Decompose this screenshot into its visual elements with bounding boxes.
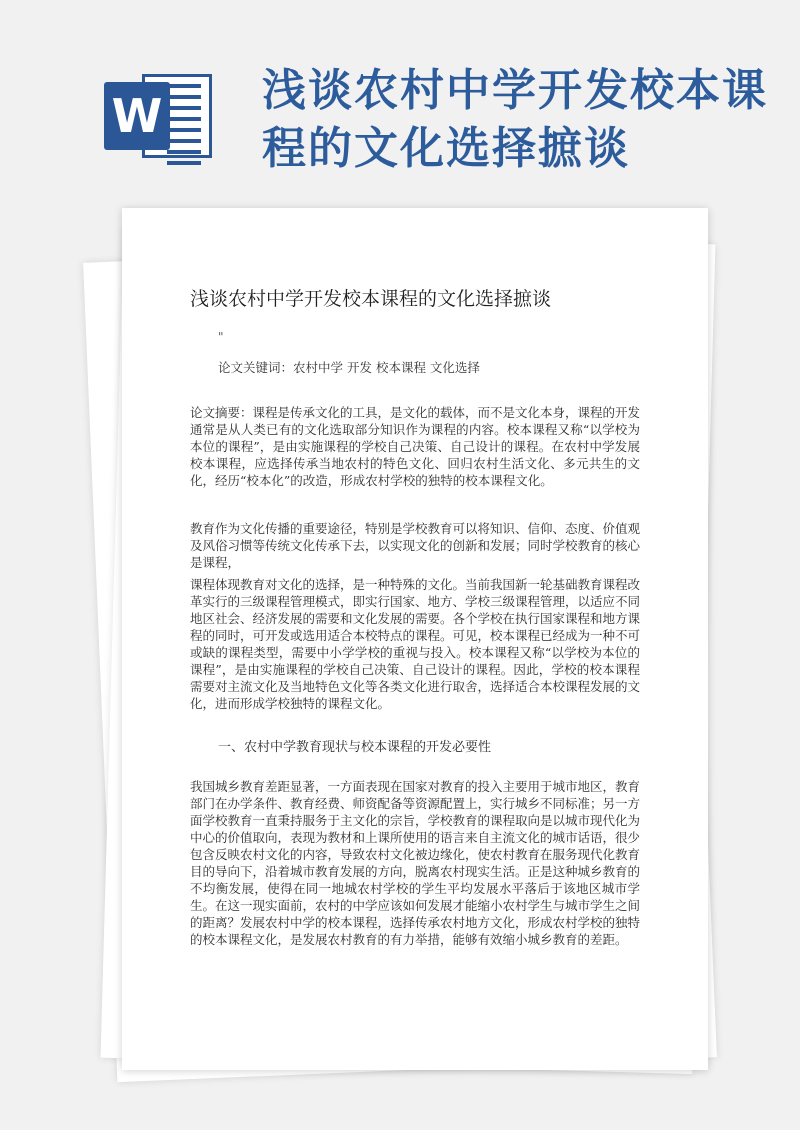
stray-mark: " (218, 330, 224, 344)
banner-title: 浅谈农村中学开发校本课程的文化选择摭谈 (262, 65, 768, 174)
document-page (122, 208, 708, 1070)
body-paragraph: 课程体现教育对文化的选择，是一种特殊的文化。当前我国新一轮基础教育课程改革实行的三级课程管理模式，即实行国家、地方、学校三级课程管理，以适应不同地区社会、经济发展的需要和文化发展的需要。各个学校在执行国家课程和地方课程的同时，可开发或选用适合本校特点的课程。可见，校本课程已经成为一种不可或缺的课程类型，需要中小学学校的重视与投入。校本课程又称“以学校为本位的课程”，是由实施课程的学校自己决策、自己设计的课程。因此，学校的校本课程需要对主流文化及当地特色文化等各类文化进行取舍，选择适合本校课程发展的文化，进而形成学校独特的课程文化。 (190, 577, 641, 711)
word-w-icon: W (104, 82, 170, 150)
word-logo (104, 68, 216, 164)
section-heading: 一、农村中学教育现状与校本课程的开发必要性 (218, 740, 492, 755)
body-paragraph: 教育作为文化传播的重要途径，特别是学校教育可以将知识、信仰、态度、价值观及风俗习惯等传统文化传承下去，以实现文化的创新和发展；同时学校教育的核心是课程， (190, 521, 641, 570)
abstract-paragraph: 论文摘要：课程是传承文化的工具，是文化的载体，而不是文化本身，课程的开发通常是从人类已有的文化选取部分知识作为课程的内容。校本课程又称“以学校为本位的课程”，是由实施课程的学校自己决策、自己设计的课程。在农村中学发展校本课程，应选择传承当地农村的特色文化、回归农村生活文化、多元共生的文化，经历“校本化”的改造，形成农村学校的独特的校本课程文化。 (190, 405, 641, 488)
body-paragraph: 我国城乡教育差距显著，一方面表现在国家对教育的投入主要用于城市地区，教育部门在办学条件、教育经费、师资配备等资源配置上，实行城乡不同标准；另一方面学校教育一直秉持服务于主文化的宗旨，学校教育的课程取向是以城市现代化为中心的价值取向，表现为教材和上课所使用的语言来自主流文化的城市话语，很少包含反映农村文化的内容，导致农村文化被边缘化，使农村教育在服务现代化教育目的导向下，沿着城市教育发展的方向，脱离农村现实生活。正是这种城乡教育的不均衡发展，使得在同一地城农村学校的学生平均发展水平落后于该地区城市学生。在这一现实面前，农村的中学应该如何发展才能缩小农村学生与城市学生之间的距离？发展农村中学的校本课程，选择传承农村地方文化，形成农村学校的独特的校本课程文化，是发展农村教育的有力举措，能够有效缩小城乡教育的差距。 (190, 779, 641, 947)
document-title: 浅谈农村中学开发校本课程的文化选择摭谈 (190, 288, 552, 310)
keywords-line: 论文关键词：农村中学 开发 校本课程 文化选择 (218, 360, 480, 375)
